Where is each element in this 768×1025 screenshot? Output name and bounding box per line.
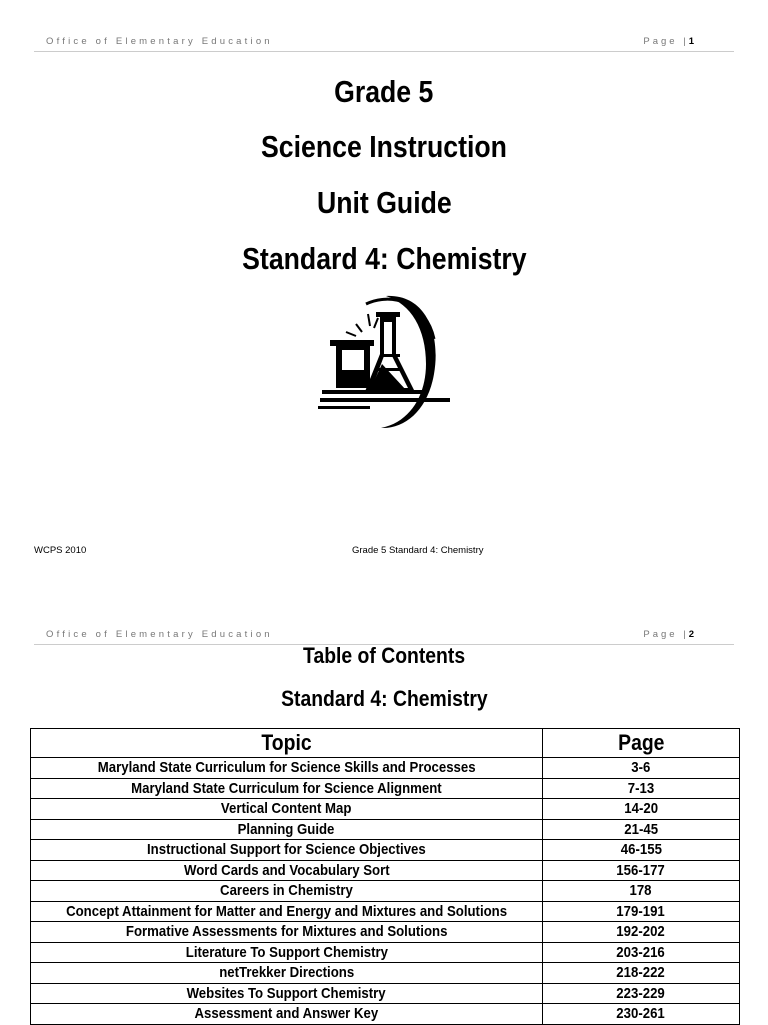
page1-header-page <box>643 36 694 47</box>
page2-header-page <box>643 629 694 640</box>
page-cell: 21-45 <box>543 819 740 840</box>
chemistry-lab-glassware-icon <box>316 294 456 432</box>
page-cell: 46-155 <box>543 840 740 861</box>
table-row <box>31 819 740 840</box>
toc-body <box>31 758 740 1025</box>
page-cell: 230-261 <box>543 1004 740 1025</box>
table-row <box>31 840 740 861</box>
topic-cell: Instructional Support for Science Objectives <box>31 840 543 861</box>
toc-title: Table of Contents <box>302 643 466 668</box>
topic-cell: Word Cards and Vocabulary Sort <box>31 860 543 881</box>
page1-footer-left: WCPS 2010 <box>34 545 87 556</box>
topic-cell: Assessment and Answer Key <box>31 1004 543 1025</box>
toc-subtitle: Standard 4: Chemistry <box>280 686 488 711</box>
page-label: Page | <box>643 36 689 47</box>
topic-cell: Concept Attainment for Matter and Energy and Mixtures and Solutions <box>31 901 543 922</box>
topic-cell: Careers in Chemistry <box>31 881 543 902</box>
standard-title: Standard 4: Chemistry <box>241 241 527 276</box>
page-cell: 192-202 <box>543 922 740 943</box>
table-header-row <box>31 729 740 758</box>
page-cell: 218-222 <box>543 963 740 984</box>
page-label: Page | <box>643 629 689 640</box>
table-row <box>31 942 740 963</box>
page-cell: 179-191 <box>543 901 740 922</box>
toc-table <box>30 728 740 1025</box>
page-cell: 14-20 <box>543 799 740 820</box>
table-row <box>31 860 740 881</box>
page-cell: 203-216 <box>543 942 740 963</box>
topic-cell: Maryland State Curriculum for Science Alignment <box>31 778 543 799</box>
table-row <box>31 983 740 1004</box>
science-title: Science Instruction <box>261 129 507 164</box>
table-row <box>31 881 740 902</box>
table-row <box>31 963 740 984</box>
table-row <box>31 922 740 943</box>
page1-footer-center: Grade 5 Standard 4: Chemistry <box>352 545 484 556</box>
page1-header-left: Office of Elementary Education <box>46 36 273 47</box>
page-cell: 156-177 <box>543 860 740 881</box>
table-row <box>31 778 740 799</box>
page2-header-left: Office of Elementary Education <box>46 629 273 640</box>
page-cell: 7-13 <box>543 778 740 799</box>
page-header: Page <box>543 729 740 758</box>
topic-cell: Formative Assessments for Mixtures and Solutions <box>31 922 543 943</box>
grade-title: Grade 5 <box>334 74 434 109</box>
page1-header <box>34 35 734 52</box>
topic-cell: Maryland State Curriculum for Science Skills and Processes <box>31 758 543 779</box>
page-number: 1 <box>688 36 694 47</box>
topic-cell: netTrekker Directions <box>31 963 543 984</box>
topic-cell: Literature To Support Chemistry <box>31 942 543 963</box>
topic-cell: Websites To Support Chemistry <box>31 983 543 1004</box>
topic-cell: Vertical Content Map <box>31 799 543 820</box>
page-cell: 223-229 <box>543 983 740 1004</box>
page-number: 2 <box>688 629 694 640</box>
page-cell: 178 <box>543 881 740 902</box>
page-cell: 3-6 <box>543 758 740 779</box>
topic-header: Topic <box>31 729 543 758</box>
table-row <box>31 901 740 922</box>
table-row <box>31 758 740 779</box>
table-row <box>31 1004 740 1025</box>
unit-guide-title: Unit Guide <box>316 185 452 220</box>
topic-cell: Planning Guide <box>31 819 543 840</box>
table-row <box>31 799 740 820</box>
